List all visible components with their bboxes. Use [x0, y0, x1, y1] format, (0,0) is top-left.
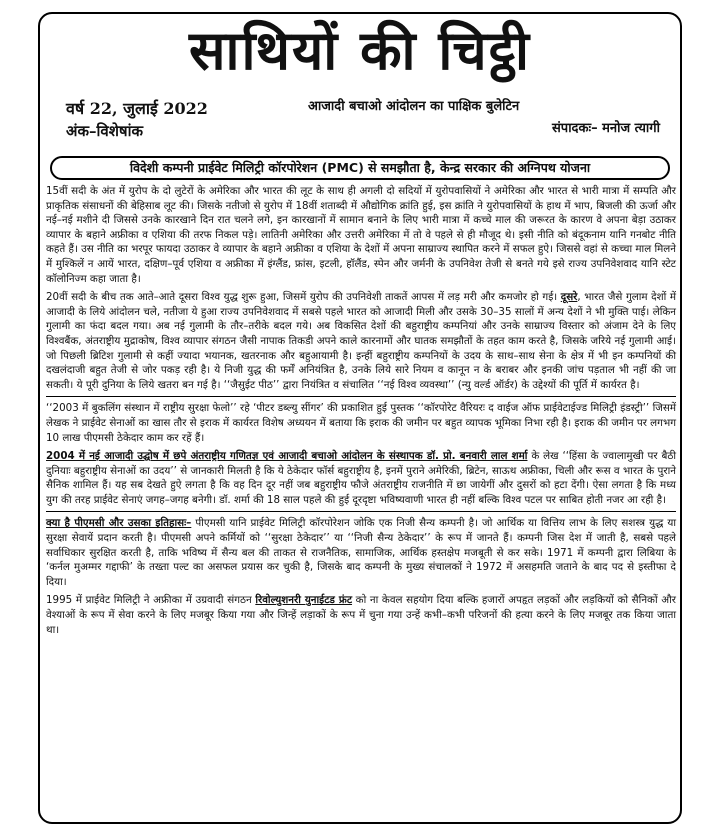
paragraph-6: [46, 593, 676, 637]
organization-name: रिवोल्युशनरी युनाईटड फ्रंट: [255, 594, 353, 607]
tagline: आजादी बचाओ आंदोलन का पाक्षिक बुलेटिन: [308, 99, 520, 114]
paragraph-2-lead: 20वीं सदी के बीच तक आते–आते दूसरा विश्व युद्ध शुरू हुआ, जिसमें युरोप की उपनिवेशी ताकतें आपस में लड़ मरी और कमजोर हो गई।: [46, 291, 561, 304]
masthead: [40, 14, 680, 140]
paragraph-2: [46, 290, 676, 392]
article-body: [46, 184, 676, 641]
issue-type: अंक–विशेषांक: [66, 122, 143, 140]
paragraph-4: [46, 449, 676, 507]
divider: [46, 511, 676, 512]
paragraph-4-lead: 2004 में नई आजादी उद्घोष में छपे अंतराष्ट्रीय गणितज्ञ एवं आजादी बचाओ आंदोलन के संस्थापक डॉ. प्रो. बनवारी लाल शर्मा: [46, 450, 528, 463]
paragraph-3: ‘‘2003 में बुकलिंग संस्थान में राष्ट्रीय सुरक्षा फेलो’’ रहे ‘पीटर डब्ल्यु सींगर’ की प्रकाशित हुई पुस्तक ‘‘कॉरपोरेट वैरियरः द वाईज ऑफ प्राईवेटाईज्ड मिलिट्री इंडस्ट्री’’ जिसमें लेखक ने प्राईवेट सेनाओं का खास तौर से इराक में कार्यरत विशेष अध्ययन में बताया कि इराक की जमीन पर बहुत व्यापक भूमिका निभा रही है। इराक की जमीन पर लगभग 10 लाख पीएमसी ठेकेदार काम कर रहें हैं।: [46, 402, 676, 444]
issue-info: [66, 98, 208, 142]
newsletter-title: साथियों की चिट्ठी: [188, 18, 531, 82]
paragraph-2-rest: , भारत जैसे गुलाम देशों में आजादी के लिये आंदोलन चले, नतीजा ये हुआ राज्य उपनिवेशवाद में सबसे पहले भारत को आजादी मिली और उसके 30–35 सालों में अन्य देशों ने भी मुक्ति पाई। लेकिन गुलामी का फंदा बदल गया। अब नई गुलामी के तौर–तरीके बदल गये। अब विकसित देशों की बहुराष्ट्रीय कम्पनियां और उनके साम्राज्य विस्तार को अंजाम देने के लिए विश्वबैंक, अंतराष्ट्रीय मुद्राकोष, विश्व व्यापार संगठन जैसी नापाक तिकडी अपने काले कारनामों और घातक समझौतों के तहत काम करते है, जिसके जरिये नई गुलामी आई। जो पिछली ब्रिटिश गुलामी से कहीं ज्यादा भयानक, खतरनाक और बहुआयामी है। इन्हीं बहुराष्ट्रीय कम्पनियों के उदय के साथ–साथ सेना के क्षेत्र में भी इन कम्पनियों की दखलंदाजी बहुत तेजी से जोर पकड़ रही है। ये निजी युद्ध की फर्में अनियंत्रित है, उनके लिये सारे नियम व कानून न के बराबर और इनकी जांच पड़ताल भी नहीं की जा सकती। ये पूरी दुनिया के लिये खतरा बन गई है। ‘‘जैसुईट पीठ’’ द्वारा नियंत्रित व संचालित ‘‘नई विश्व व्यवस्था’’ (न्यु वर्ल्ड ऑर्डर) के उद्देश्यों की पूर्ति में कार्यरत है।: [46, 291, 676, 391]
issue-date: वर्ष 22, जुलाई 2022: [66, 99, 208, 118]
paragraph-6-rest: को ना केवल सहयोग दिया बल्कि हजारों अपहृत लड़कों और लड़कियों को सैनिकों और वेश्याओं के रूप में सेवा करने के लिए मजबूर किया गया और जिन्हें लड़ाकों के रूप में चुना गया उन्हें कभी–कभी परिजनों की हत्या करने के लिए मजबूर तक किया जाता था।: [46, 594, 676, 636]
paragraph-5-rest: पीएमसी यानि प्राईवेट मिलिट्री कॉरपोरेशन जोकि एक निजी सैन्य कम्पनी है। जो आर्थिक या वित्तिय लाभ के लिए सशस्त्र युद्ध या सुरक्षा सेवायें प्रदान करती है। पीएमसी अपने कर्मियों को ‘‘सुरक्षा ठेकेदार’’ या ‘‘निजी सैन्य ठेकेदार’’ के रूप में जानते हैं। कम्पनी जिस देश में जाती है, सबसे पहले सर्वाधिकार सुरक्षित करती है, ताकि भविष्य में सैन्य बल की ताकत से राजनैतिक, सामाजिक, आर्थिक हस्तक्षेप मजबूती से कर सके। 1971 में कम्पनी द्वारा लिबिया के ‘कर्नल मुअम्मर गद्दाफी’ के तख्ता पल्ट का असफल प्रयास कर चुकी है, जिसके बाद कम्पनी के मुख्य संचालकों ने 1972 में असहमति जताने के बाद पद से इस्तीफा दे दिया।: [46, 517, 676, 588]
paragraph-1: 15वीं सदी के अंत में युरोप के दो लुटेरों के अमेरिका और भारत की लूट के साथ ही अगली दो सदियों में युरोपवासियों ने अमेरिका और भारत से भारी मात्रा में सम्पति और प्राकृतिक संसाधनों की बेहिसाब लूट की। जिसके नतीजो से युरोप में 18वीं शताब्दी में औद्योगिक क्रांति हुई, इस क्रांति ने युरोपवासियों के हाथ में भाप, बिजली की ऊर्जा और नई–नई मशीने दी जिससे उनके कारखाने दिन रात चलने लगे, इन कारखानों में सामान बनाने के लिए भारी मात्रा में कच्चे माल की जरूरत के कारण वे अपना बेड़ा उठाकर व्यापार के बहाने अफ्रीका व एशिया की तरफ निकल पड़े। लातिनी अमेरिका और उत्तरी अमेरिका में तो वे पहले से ही मौजूद थे। इसी नीति को बंदूकनाम यानि गनबोट नीति कहते हैं। उस नीति का भरपूर फायदा उठाकर वे व्यापार के बहाने अफ्रीका व एशिया के देशों में अपना साम्राज्य स्थापित करने में सफल हुऐ। जिससे वहां से कच्चा माल मिलने में मुश्किलें न आयें भारत, दक्षिण–पूर्व एशिया व अफ्रीका में इंग्लैंड, फ्रांस, इटली, हॉलैंड, स्पेन और जर्मनी के उपनिवेश तेजी से बनते गये इसे राज्य उपनिवेशवाद यानि स्टेट कॉलोनिज्म कहा जाता है।: [46, 185, 676, 285]
paragraph-4-rest: के लेख ‘‘हिंसा के ज्वालामुखी पर बैठी दुनियाः बहुराष्ट्रीय सेनाओं का उदय’’ से जानकारी मिलती है कि ये ठेकेदार फॉर्स बहुराष्ट्रीय है, इनमें पुराने अमेरिकी, ब्रिटेन, साऊथ अफ्रीका, चिली और रूस व भारत के पुराने सैनिक शामिल हैं। यह सब देखते हुऐ लगता है कि वह दिन दूर नहीं जब बहुराष्ट्रीय फौजे अंतराष्ट्रीय राजनीति में छा जायेगीं और दुसरों को हटा देंगी। ऐसा लगता है कि मध्य युग की तरह प्राईवेट सेनाएं जगह–जगह बनेगी। डॉ. शर्मा की 18 साल पहले की हुई दूरदृष्टा भविष्यवाणी भारत ही नहीं बल्कि विश्व पटल पर साबित होती नजर आ रही है।: [46, 450, 676, 506]
editor-credit: संपादकः– मनोज त्यागी: [552, 121, 660, 136]
section-heading-pmc-history: क्या है पीएमसी और उसका इतिहासः–: [46, 517, 192, 530]
article-headline: विदेशी कम्पनी प्राईवेट मिलिट्री कॉरपोरेशन (PMC) से समझौता है, केन्द्र सरकार की अग्निपथ योजना: [50, 156, 670, 180]
paragraph-5: [46, 516, 676, 589]
paragraph-6-lead: 1995 में प्राईवेट मिलिट्री ने अफ्रीका में उग्रवादी संगठन: [46, 594, 256, 607]
newsletter-page: [38, 12, 682, 824]
divider: [46, 396, 676, 397]
paragraph-2-emphasis: दूसरे: [560, 291, 578, 304]
